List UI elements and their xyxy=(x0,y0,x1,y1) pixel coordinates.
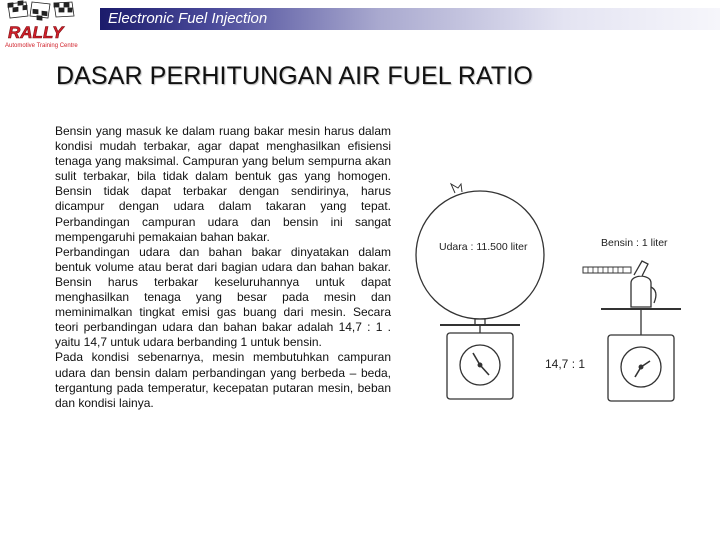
svg-text:RALLY: RALLY xyxy=(8,23,64,42)
fuel-hose xyxy=(583,267,631,273)
balloon-valve xyxy=(451,184,462,193)
ratio-label: 14,7 : 1 xyxy=(545,357,586,371)
svg-text:Automotive Training Centre: Automotive Training Centre xyxy=(5,43,78,49)
banner-title: Electronic Fuel Injection xyxy=(108,10,268,27)
body-text xyxy=(55,124,391,411)
rally-logo-graphic xyxy=(2,0,90,50)
air-balloon-sphere xyxy=(416,191,544,319)
paragraph-3: Pada kondisi sebenarnya, mesin membutuhkan campuran udara dan bensin dalam perbandingan yang berbeda – beda, tergantung pada temperatur, kecepatan putaran mesin, beban dan kondisi lainya. xyxy=(55,350,391,410)
diagram-drawing xyxy=(405,175,695,510)
rally-logo xyxy=(2,0,90,50)
udara-label: Udara : 11.500 liter xyxy=(439,241,528,253)
paragraph-2: Perbandingan udara dan bahan bakar dinyatakan dalam bentuk volume atau berat dari bagian udara dan bahan bakar. Bensin harus terbakar keseluruhannya untuk dapat menghasilkan tenaga yang besar pada mesin dan meminimalkan tingkat emisi gas buang dari mesin. Secara teori perbandingan udara dan bahan bakar adalah 14,7 : 1 . yaitu 14,7 untuk udara berbanding 1 untuk bensin. xyxy=(55,244,391,350)
page-title: DASAR PERHITUNGAN AIR FUEL RATIO xyxy=(56,62,533,90)
air-fuel-diagram xyxy=(405,175,695,510)
bensin-label: Bensin : 1 liter xyxy=(601,237,668,249)
fuel-can xyxy=(631,276,651,307)
paragraph-1: Bensin yang masuk ke dalam ruang bakar mesin harus dalam kondisi mudah terbakar, agar dapat menghasilkan efisiensi tenaga yang maksimal. Campuran yang belum sempurna akan sulit terbakar, bila tidak dalam bentuk gas yang homogen. Bensin tidak dapat terbakar dengan sendirinya, harus dicampur dengan udara dalam takaran yang tepat. Perbandingan campuran udara dan bensin ini sangat mempengaruhi pemakaian bahan bakar. xyxy=(55,124,391,244)
